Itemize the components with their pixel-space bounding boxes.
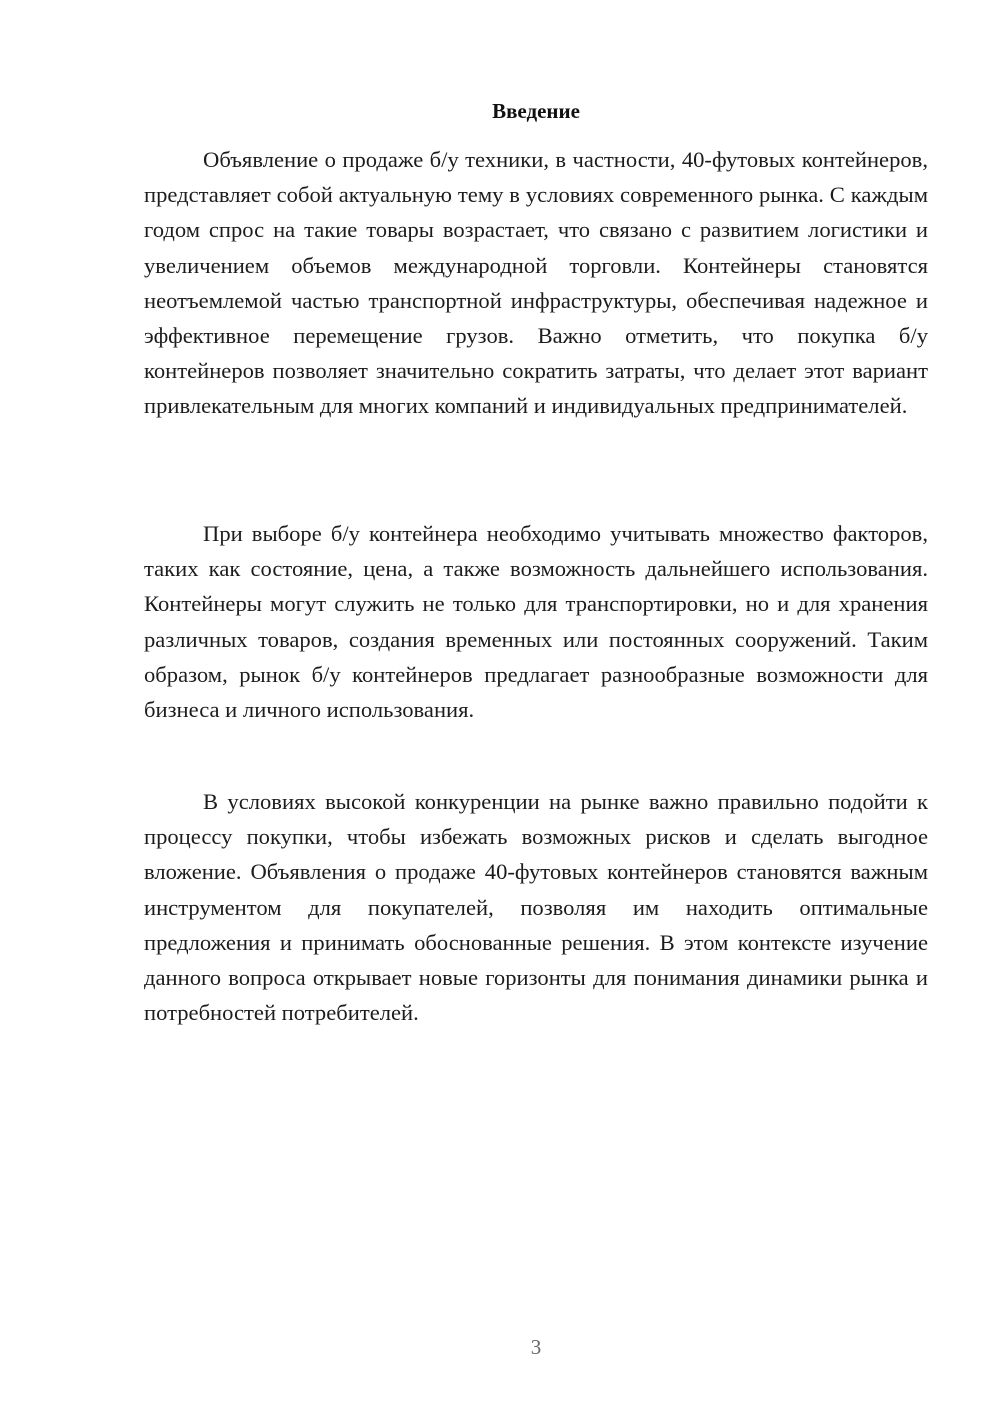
- paragraph-1: Объявление о продаже б/у техники, в частности, 40-футовых контейнеров, представляет собой актуальную тему в условиях современного рынка. С каждым годом спрос на такие товары возрастает, что связано с развитием логистики и увеличением объемов международной торговли. Контейнеры становятся неотъемлемой частью транспортной инфраструктуры, обеспечивая надежное и эффективное перемещение грузов. Важно отметить, что покупка б/у контейнеров позволяет значительно сократить затраты, что делает этот вариант привлекательным для многих компаний и индивидуальных предпринимателей.: [144, 147, 928, 419]
- section-title: Введение: [492, 99, 580, 123]
- paragraph-2: При выборе б/у контейнера необходимо учитывать множество факторов, таких как состояние, цена, а также возможность дальнейшего использования. Контейнеры могут служить не только для транспортировки, но и для хранения различных товаров, создания временных или постоянных сооружений. Таким образом, рынок б/у контейнеров предлагает разнообразные возможности для бизнеса и личного использования.: [144, 521, 928, 723]
- paragraph-3: В условиях высокой конкуренции на рынке важно правильно подойти к процессу покупки, чтобы избежать возможных рисков и сделать выгодное вложение. Объявления о продаже 40-футовых контейнеров становятся важным инструментом для покупателей, позволяя им находить оптимальные предложения и принимать обоснованные решения. В этом контексте изучение данного вопроса открывает новые горизонты для понимания динамики рынка и потребностей потребителей.: [144, 789, 928, 1026]
- page-number: 3: [530, 1335, 542, 1359]
